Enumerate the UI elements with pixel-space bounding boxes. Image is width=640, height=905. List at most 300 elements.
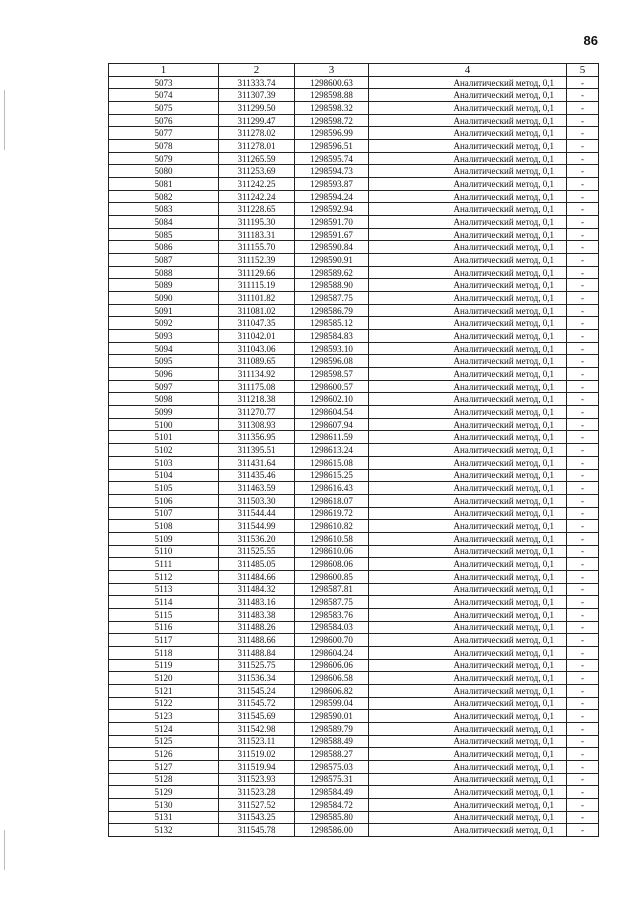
y-coordinate-cell: 1298587.75 [295,596,369,609]
point-number-cell: 5080 [109,165,219,178]
y-coordinate-cell: 1298615.08 [295,456,369,469]
table-row [109,102,599,115]
table-row [109,634,599,647]
point-number-cell: 5109 [109,532,219,545]
y-coordinate-cell: 1298591.70 [295,216,369,229]
table-row [109,748,599,761]
point-number-cell: 5115 [109,608,219,621]
point-number-cell: 5111 [109,558,219,571]
method-cell: Аналитический метод, 0,1 [369,241,567,254]
method-cell: Аналитический метод, 0,1 [369,456,567,469]
table-row [109,722,599,735]
point-number-cell: 5088 [109,266,219,279]
method-cell: Аналитический метод, 0,1 [369,570,567,583]
note-cell: - [567,76,599,89]
method-cell: Аналитический метод, 0,1 [369,482,567,495]
method-cell: Аналитический метод, 0,1 [369,304,567,317]
method-cell: Аналитический метод, 0,1 [369,545,567,558]
y-coordinate-cell: 1298596.99 [295,127,369,140]
x-coordinate-cell: 311545.69 [219,710,295,723]
table-row [109,798,599,811]
table-header-row [109,64,599,77]
note-cell: - [567,710,599,723]
method-cell: Аналитический метод, 0,1 [369,190,567,203]
point-number-cell: 5085 [109,228,219,241]
x-coordinate-cell: 311484.66 [219,570,295,583]
note-cell: - [567,697,599,710]
x-coordinate-cell: 311545.24 [219,684,295,697]
method-cell: Аналитический метод, 0,1 [369,748,567,761]
note-cell: - [567,507,599,520]
method-cell: Аналитический метод, 0,1 [369,178,567,191]
x-coordinate-cell: 311435.46 [219,469,295,482]
note-cell: - [567,431,599,444]
method-cell: Аналитический метод, 0,1 [369,165,567,178]
note-cell: - [567,786,599,799]
note-cell: - [567,684,599,697]
method-cell: Аналитический метод, 0,1 [369,216,567,229]
x-coordinate-cell: 311483.38 [219,608,295,621]
method-cell: Аналитический метод, 0,1 [369,140,567,153]
method-cell: Аналитический метод, 0,1 [369,722,567,735]
note-cell: - [567,583,599,596]
table-row [109,824,599,837]
x-coordinate-cell: 311299.47 [219,114,295,127]
point-number-cell: 5076 [109,114,219,127]
method-cell: Аналитический метод, 0,1 [369,266,567,279]
method-cell: Аналитический метод, 0,1 [369,279,567,292]
y-coordinate-cell: 1298584.03 [295,621,369,634]
y-coordinate-cell: 1298608.06 [295,558,369,571]
y-coordinate-cell: 1298590.84 [295,241,369,254]
y-coordinate-cell: 1298588.90 [295,279,369,292]
point-number-cell: 5074 [109,89,219,102]
method-cell: Аналитический метод, 0,1 [369,152,567,165]
method-cell: Аналитический метод, 0,1 [369,368,567,381]
note-cell: - [567,241,599,254]
point-number-cell: 5075 [109,102,219,115]
point-number-cell: 5095 [109,355,219,368]
point-number-cell: 5100 [109,418,219,431]
table-row [109,583,599,596]
x-coordinate-cell: 311307.39 [219,89,295,102]
point-number-cell: 5073 [109,76,219,89]
method-cell: Аналитический метод, 0,1 [369,824,567,837]
x-coordinate-cell: 311542.98 [219,722,295,735]
x-coordinate-cell: 311488.66 [219,634,295,647]
page-number: 86 [583,33,598,48]
left-margin-mark [4,830,5,870]
x-coordinate-cell: 311463.59 [219,482,295,495]
method-cell: Аналитический метод, 0,1 [369,203,567,216]
table-row [109,380,599,393]
x-coordinate-cell: 311253.69 [219,165,295,178]
note-cell: - [567,482,599,495]
column-header: 2 [219,64,295,77]
y-coordinate-cell: 1298585.12 [295,317,369,330]
note-cell: - [567,760,599,773]
point-number-cell: 5121 [109,684,219,697]
method-cell: Аналитический метод, 0,1 [369,342,567,355]
note-cell: - [567,216,599,229]
method-cell: Аналитический метод, 0,1 [369,76,567,89]
method-cell: Аналитический метод, 0,1 [369,697,567,710]
table-row [109,773,599,786]
x-coordinate-cell: 311503.30 [219,494,295,507]
x-coordinate-cell: 311042.01 [219,330,295,343]
y-coordinate-cell: 1298592.94 [295,203,369,216]
point-number-cell: 5098 [109,393,219,406]
y-coordinate-cell: 1298600.57 [295,380,369,393]
y-coordinate-cell: 1298587.75 [295,292,369,305]
method-cell: Аналитический метод, 0,1 [369,532,567,545]
method-cell: Аналитический метод, 0,1 [369,773,567,786]
method-cell: Аналитический метод, 0,1 [369,444,567,457]
point-number-cell: 5093 [109,330,219,343]
point-number-cell: 5132 [109,824,219,837]
point-number-cell: 5090 [109,292,219,305]
method-cell: Аналитический метод, 0,1 [369,469,567,482]
method-cell: Аналитический метод, 0,1 [369,431,567,444]
y-coordinate-cell: 1298596.51 [295,140,369,153]
table-row [109,646,599,659]
x-coordinate-cell: 311488.84 [219,646,295,659]
method-cell: Аналитический метод, 0,1 [369,760,567,773]
point-number-cell: 5128 [109,773,219,786]
y-coordinate-cell: 1298599.04 [295,697,369,710]
point-number-cell: 5108 [109,520,219,533]
y-coordinate-cell: 1298610.06 [295,545,369,558]
table-row [109,140,599,153]
table-row [109,304,599,317]
table-row [109,608,599,621]
point-number-cell: 5079 [109,152,219,165]
point-number-cell: 5096 [109,368,219,381]
point-number-cell: 5103 [109,456,219,469]
x-coordinate-cell: 311183.31 [219,228,295,241]
method-cell: Аналитический метод, 0,1 [369,735,567,748]
note-cell: - [567,520,599,533]
point-number-cell: 5101 [109,431,219,444]
point-number-cell: 5130 [109,798,219,811]
y-coordinate-cell: 1298590.01 [295,710,369,723]
table-row [109,735,599,748]
point-number-cell: 5114 [109,596,219,609]
column-header: 1 [109,64,219,77]
note-cell: - [567,190,599,203]
note-cell: - [567,722,599,735]
x-coordinate-cell: 311483.16 [219,596,295,609]
table-row [109,684,599,697]
table-row [109,228,599,241]
x-coordinate-cell: 311115.19 [219,279,295,292]
method-cell: Аналитический метод, 0,1 [369,507,567,520]
y-coordinate-cell: 1298613.24 [295,444,369,457]
note-cell: - [567,659,599,672]
method-cell: Аналитический метод, 0,1 [369,228,567,241]
y-coordinate-cell: 1298590.91 [295,254,369,267]
table-row [109,596,599,609]
y-coordinate-cell: 1298588.49 [295,735,369,748]
y-coordinate-cell: 1298598.32 [295,102,369,115]
table-row [109,292,599,305]
column-header: 3 [295,64,369,77]
y-coordinate-cell: 1298615.25 [295,469,369,482]
x-coordinate-cell: 311536.34 [219,672,295,685]
table-row [109,89,599,102]
y-coordinate-cell: 1298611.59 [295,431,369,444]
x-coordinate-cell: 311395.51 [219,444,295,457]
note-cell: - [567,114,599,127]
note-cell: - [567,228,599,241]
y-coordinate-cell: 1298588.27 [295,748,369,761]
point-number-cell: 5086 [109,241,219,254]
note-cell: - [567,646,599,659]
x-coordinate-cell: 311523.11 [219,735,295,748]
x-coordinate-cell: 311175.08 [219,380,295,393]
y-coordinate-cell: 1298596.08 [295,355,369,368]
point-number-cell: 5097 [109,380,219,393]
x-coordinate-cell: 311081.02 [219,304,295,317]
note-cell: - [567,254,599,267]
point-number-cell: 5126 [109,748,219,761]
note-cell: - [567,735,599,748]
y-coordinate-cell: 1298584.72 [295,798,369,811]
method-cell: Аналитический метод, 0,1 [369,558,567,571]
point-number-cell: 5091 [109,304,219,317]
x-coordinate-cell: 311545.78 [219,824,295,837]
note-cell: - [567,380,599,393]
note-cell: - [567,266,599,279]
point-number-cell: 5124 [109,722,219,735]
table-row [109,266,599,279]
left-margin-mark [4,90,5,150]
method-cell: Аналитический метод, 0,1 [369,811,567,824]
note-cell: - [567,304,599,317]
note-cell: - [567,393,599,406]
point-number-cell: 5077 [109,127,219,140]
point-number-cell: 5082 [109,190,219,203]
x-coordinate-cell: 311488.26 [219,621,295,634]
method-cell: Аналитический метод, 0,1 [369,355,567,368]
point-number-cell: 5120 [109,672,219,685]
x-coordinate-cell: 311519.02 [219,748,295,761]
y-coordinate-cell: 1298586.79 [295,304,369,317]
x-coordinate-cell: 311270.77 [219,406,295,419]
x-coordinate-cell: 311134.92 [219,368,295,381]
y-coordinate-cell: 1298606.58 [295,672,369,685]
table-row [109,456,599,469]
y-coordinate-cell: 1298575.03 [295,760,369,773]
x-coordinate-cell: 311544.99 [219,520,295,533]
x-coordinate-cell: 311431.64 [219,456,295,469]
y-coordinate-cell: 1298589.79 [295,722,369,735]
method-cell: Аналитический метод, 0,1 [369,292,567,305]
y-coordinate-cell: 1298591.67 [295,228,369,241]
table-row [109,520,599,533]
point-number-cell: 5125 [109,735,219,748]
table-row [109,431,599,444]
method-cell: Аналитический метод, 0,1 [369,596,567,609]
note-cell: - [567,342,599,355]
method-cell: Аналитический метод, 0,1 [369,317,567,330]
note-cell: - [567,317,599,330]
y-coordinate-cell: 1298616.43 [295,482,369,495]
note-cell: - [567,545,599,558]
method-cell: Аналитический метод, 0,1 [369,418,567,431]
y-coordinate-cell: 1298600.70 [295,634,369,647]
table-row [109,355,599,368]
y-coordinate-cell: 1298575.31 [295,773,369,786]
x-coordinate-cell: 311536.20 [219,532,295,545]
note-cell: - [567,89,599,102]
table-row [109,127,599,140]
table-row [109,190,599,203]
point-number-cell: 5123 [109,710,219,723]
table-row [109,545,599,558]
note-cell: - [567,418,599,431]
note-cell: - [567,811,599,824]
x-coordinate-cell: 311525.75 [219,659,295,672]
table-row [109,697,599,710]
x-coordinate-cell: 311545.72 [219,697,295,710]
y-coordinate-cell: 1298602.10 [295,393,369,406]
y-coordinate-cell: 1298594.73 [295,165,369,178]
method-cell: Аналитический метод, 0,1 [369,786,567,799]
x-coordinate-cell: 311484.32 [219,583,295,596]
note-cell: - [567,102,599,115]
point-number-cell: 5118 [109,646,219,659]
table-row [109,710,599,723]
y-coordinate-cell: 1298598.72 [295,114,369,127]
point-number-cell: 5129 [109,786,219,799]
note-cell: - [567,621,599,634]
table-row [109,570,599,583]
table-row [109,393,599,406]
note-cell: - [567,444,599,457]
note-cell: - [567,456,599,469]
x-coordinate-cell: 311525.55 [219,545,295,558]
point-number-cell: 5083 [109,203,219,216]
table-row [109,760,599,773]
method-cell: Аналитический метод, 0,1 [369,89,567,102]
method-cell: Аналитический метод, 0,1 [369,102,567,115]
y-coordinate-cell: 1298606.82 [295,684,369,697]
column-header: 4 [369,64,567,77]
y-coordinate-cell: 1298610.82 [295,520,369,533]
table-row [109,342,599,355]
table-row [109,254,599,267]
y-coordinate-cell: 1298600.63 [295,76,369,89]
y-coordinate-cell: 1298589.62 [295,266,369,279]
method-cell: Аналитический метод, 0,1 [369,330,567,343]
table-row [109,786,599,799]
method-cell: Аналитический метод, 0,1 [369,114,567,127]
point-number-cell: 5112 [109,570,219,583]
x-coordinate-cell: 311523.28 [219,786,295,799]
note-cell: - [567,292,599,305]
method-cell: Аналитический метод, 0,1 [369,494,567,507]
x-coordinate-cell: 311195.30 [219,216,295,229]
method-cell: Аналитический метод, 0,1 [369,798,567,811]
note-cell: - [567,596,599,609]
coordinates-table [108,63,599,837]
note-cell: - [567,355,599,368]
x-coordinate-cell: 311356.95 [219,431,295,444]
x-coordinate-cell: 311242.24 [219,190,295,203]
note-cell: - [567,672,599,685]
x-coordinate-cell: 311485.05 [219,558,295,571]
table-row [109,76,599,89]
x-coordinate-cell: 311047.35 [219,317,295,330]
note-cell: - [567,494,599,507]
x-coordinate-cell: 311228.65 [219,203,295,216]
note-cell: - [567,558,599,571]
note-cell: - [567,127,599,140]
point-number-cell: 5119 [109,659,219,672]
point-number-cell: 5106 [109,494,219,507]
point-number-cell: 5131 [109,811,219,824]
x-coordinate-cell: 311299.50 [219,102,295,115]
y-coordinate-cell: 1298610.58 [295,532,369,545]
x-coordinate-cell: 311308.93 [219,418,295,431]
x-coordinate-cell: 311089.65 [219,355,295,368]
x-coordinate-cell: 311218.38 [219,393,295,406]
method-cell: Аналитический метод, 0,1 [369,583,567,596]
point-number-cell: 5127 [109,760,219,773]
method-cell: Аналитический метод, 0,1 [369,380,567,393]
method-cell: Аналитический метод, 0,1 [369,684,567,697]
note-cell: - [567,152,599,165]
y-coordinate-cell: 1298584.49 [295,786,369,799]
method-cell: Аналитический метод, 0,1 [369,406,567,419]
note-cell: - [567,532,599,545]
table-row [109,152,599,165]
table-row [109,558,599,571]
y-coordinate-cell: 1298606.06 [295,659,369,672]
y-coordinate-cell: 1298595.74 [295,152,369,165]
point-number-cell: 5107 [109,507,219,520]
table-row [109,444,599,457]
point-number-cell: 5089 [109,279,219,292]
table-row [109,406,599,419]
point-number-cell: 5116 [109,621,219,634]
table-row [109,330,599,343]
point-number-cell: 5084 [109,216,219,229]
method-cell: Аналитический метод, 0,1 [369,634,567,647]
method-cell: Аналитический метод, 0,1 [369,710,567,723]
table-row [109,507,599,520]
table-row [109,279,599,292]
point-number-cell: 5099 [109,406,219,419]
method-cell: Аналитический метод, 0,1 [369,659,567,672]
x-coordinate-cell: 311278.02 [219,127,295,140]
note-cell: - [567,368,599,381]
note-cell: - [567,570,599,583]
table-row [109,368,599,381]
x-coordinate-cell: 311278.01 [219,140,295,153]
note-cell: - [567,406,599,419]
x-coordinate-cell: 311155.70 [219,241,295,254]
note-cell: - [567,773,599,786]
y-coordinate-cell: 1298598.88 [295,89,369,102]
point-number-cell: 5094 [109,342,219,355]
x-coordinate-cell: 311544.44 [219,507,295,520]
table-row [109,317,599,330]
y-coordinate-cell: 1298587.81 [295,583,369,596]
y-coordinate-cell: 1298584.83 [295,330,369,343]
point-number-cell: 5092 [109,317,219,330]
